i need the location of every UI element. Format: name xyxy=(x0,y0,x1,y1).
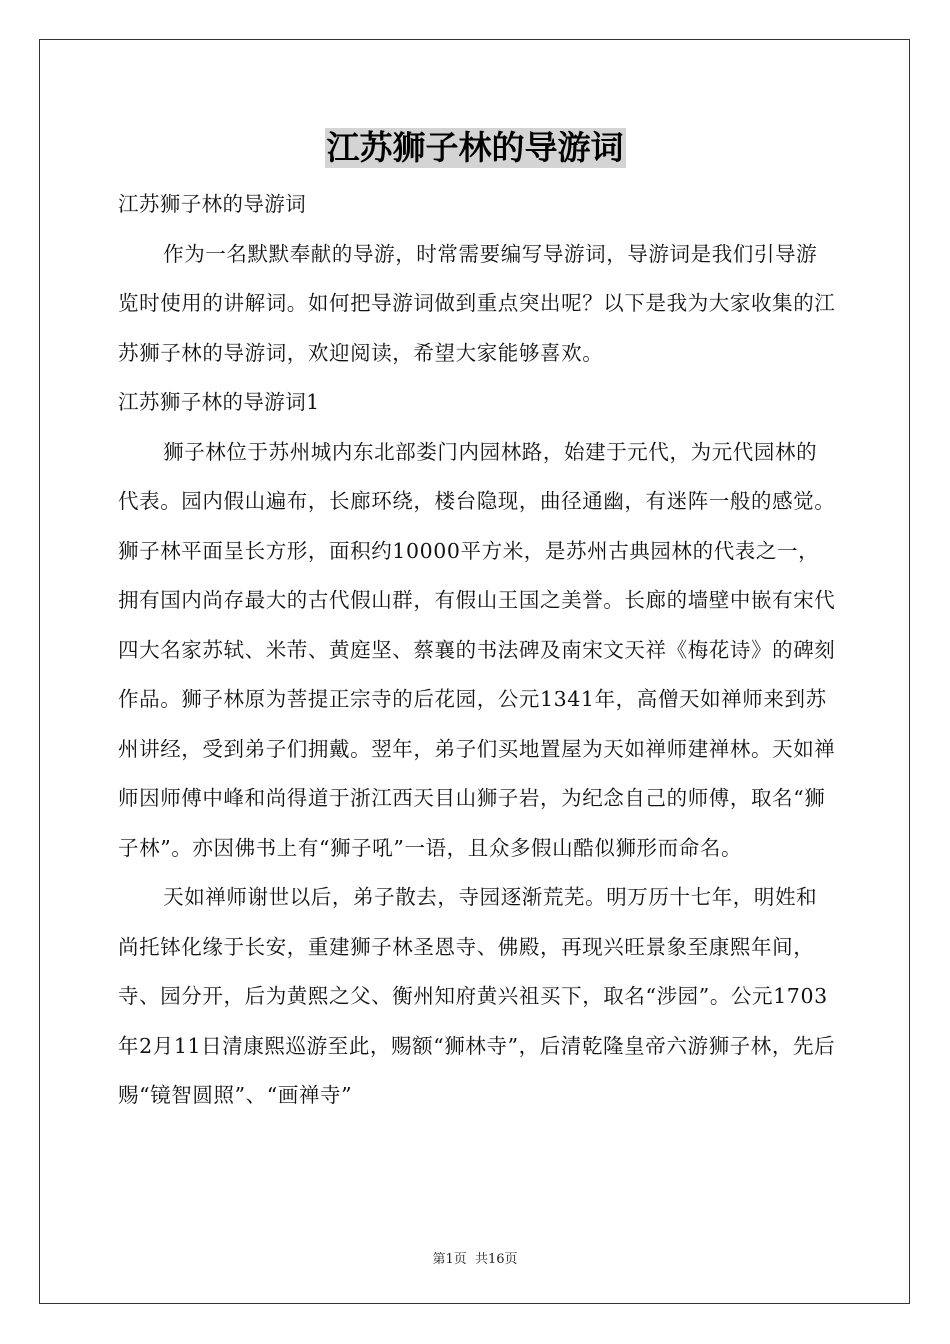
document-title: 江苏狮子林的导游词 xyxy=(326,128,624,167)
page-number: 第1页 xyxy=(432,1252,467,1267)
section-paragraph-1: 狮子林位于苏州城内东北部娄门内园林路，始建于元代，为元代园林的代表。园内假山遍布，长廊环绕，楼台隐现，曲径通幽，有迷阵一般的感觉。狮子林平面呈长方形，面积约10000平方米，是苏州古典园林的代表之一，拥有国内尚存最大的古代假山群，有假山王国之美誉。长廊的墙壁中嵌有宋代四大名家苏轼、米芾、黄庭坚、蔡襄的书法碑及南宋文天祥《梅花诗》的碑刻作品。狮子林原为菩提正宗寺的后花园，公元1341年，高僧天如禅师来到苏州讲经，受到弟子们拥戴。翌年，弟子们买地置屋为天如禅师建禅林。天如禅师因师傅中峰和尚得道于浙江西天目山狮子岩，为纪念自己的师傅，取名“狮子林”。亦因佛书上有“狮子吼”一语，且众多假山酷似狮形而命名。 xyxy=(118,439,836,860)
document-subtitle: 江苏狮子林的导游词 xyxy=(118,192,307,216)
intro-paragraph: 作为一名默默奉献的导游，时常需要编写导游词，导游词是我们引导游览时使用的讲解词。如何把导游词做到重点突出呢？以下是我为大家收集的江苏狮子林的导游词，欢迎阅读，希望大家能够喜欢。 xyxy=(118,241,836,365)
document-body xyxy=(118,180,838,1121)
title-container xyxy=(0,128,950,168)
section-paragraph-2: 天如禅师谢世以后，弟子散去，寺园逐渐荒芜。明万历十七年，明姓和尚托钵化缘于长安，重建狮子林圣恩寺、佛殿，再现兴旺景象至康熙年间，寺、园分开，后为黄熙之父、衡州知府黄兴祖买下，取名“涉园”。公元1703年2月11日清康熙巡游至此，赐额“狮林寺”，后清乾隆皇帝六游狮子林，先后赐“镜智圆照”、“画禅寺” xyxy=(118,885,836,1107)
page-footer xyxy=(0,1248,950,1267)
page-total: 共16页 xyxy=(474,1252,518,1267)
section-heading: 江苏狮子林的导游词1 xyxy=(118,390,320,414)
